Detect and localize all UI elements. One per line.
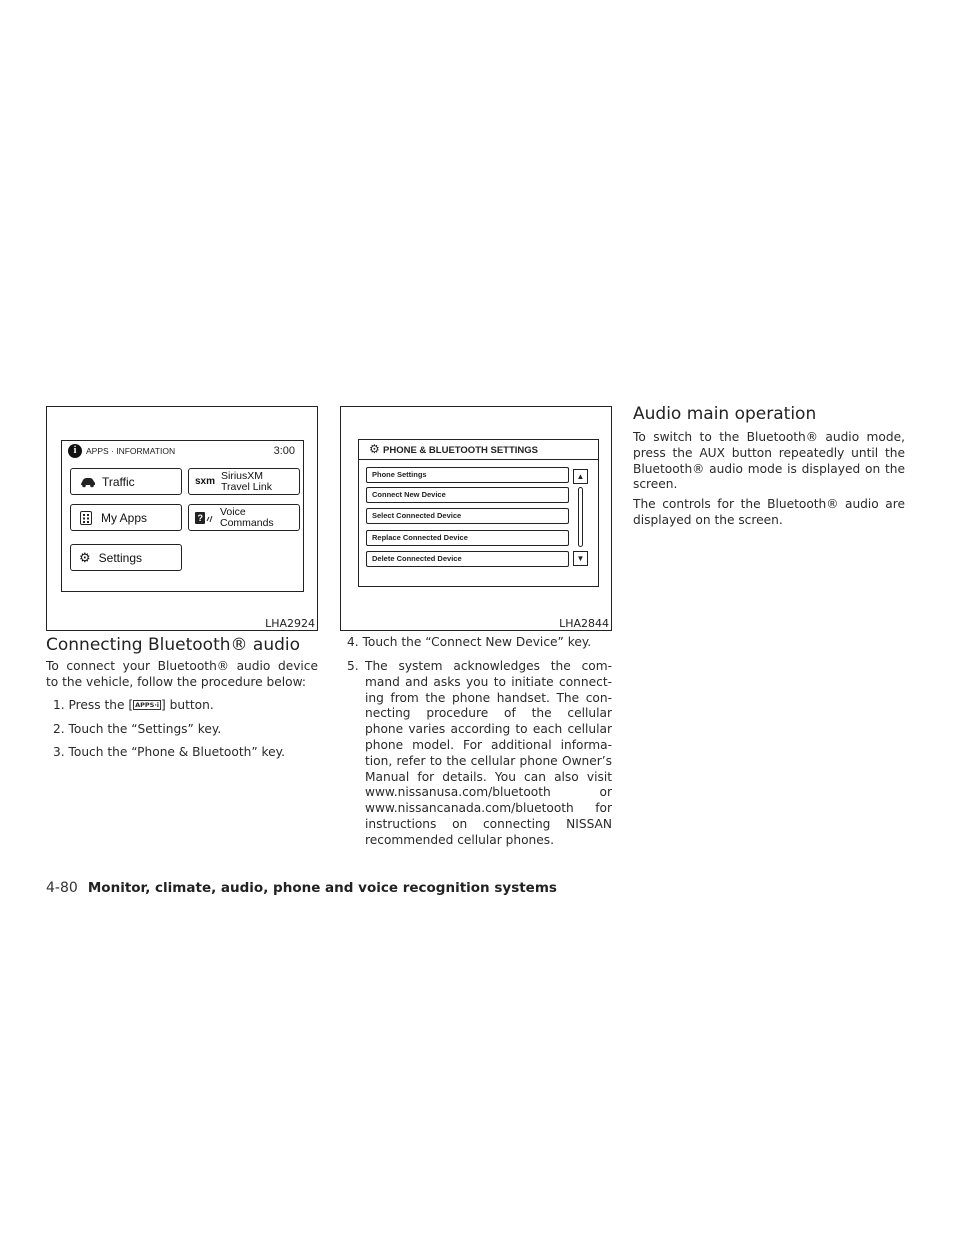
- apps-screen: [61, 440, 304, 592]
- step-4: 4. Touch the “Connect New Device” key.: [347, 635, 592, 649]
- info-icon: i: [68, 444, 82, 458]
- voice-label: Voice: [220, 505, 246, 518]
- commands-label: Commands: [220, 516, 274, 529]
- figure-phone-bluetooth-settings: [340, 406, 612, 631]
- scroll-down-button[interactable]: ▼: [573, 551, 588, 566]
- apps-info-button-icon: APPS·i: [135, 701, 160, 709]
- step-5-number: 5.: [347, 659, 359, 673]
- my-apps-button[interactable]: [70, 504, 182, 531]
- step-5-text: The system acknowledges the com- mand and asks you to initiate connect- ing from the phone handset. The con- necting procedure of the cellular phone varies according to each cellular phone model. For additional informa- tion, refer to the cellular phone Owner’s Manual for details. You can also visit www.nissanusa.com/bluetooth or www.nissancanada.com/bluetooth for instructions on connecting NISSAN recommended cellular phones.: [365, 659, 612, 847]
- svg-text:?: ?: [197, 512, 203, 523]
- phone-settings-button[interactable]: Phone Settings: [366, 467, 569, 483]
- audio-paragraph-1: To switch to the Bluetooth® audio mode, press the AUX button repeatedly until the Bluetooth® audio mode is displayed on the screen.: [633, 430, 905, 492]
- clock: 3:00: [273, 445, 295, 457]
- car-icon: [79, 476, 97, 488]
- my-apps-label: My Apps: [101, 510, 148, 525]
- traffic-label: Traffic: [102, 474, 135, 489]
- section-heading: Connecting Bluetooth® audio: [46, 635, 301, 655]
- audio-paragraph-2: The controls for the Bluetooth® audio are displayed on the screen.: [633, 497, 905, 527]
- sxm-logo: sxm: [195, 476, 216, 487]
- screen-header-title: APPS · INFORMATION: [86, 446, 176, 456]
- figure-apps-information: [46, 406, 318, 631]
- step-2: 2. Touch the “Settings” key.: [53, 722, 222, 736]
- siriusxm-label: SiriusXM: [221, 469, 264, 482]
- page-footer: [46, 877, 557, 896]
- screen-title: PHONE & BLUETOOTH SETTINGS: [383, 445, 539, 456]
- chapter-title: Monitor, climate, audio, phone and voice recognition systems: [87, 880, 557, 896]
- replace-connected-device-button[interactable]: Replace Connected Device: [366, 530, 569, 546]
- siriusxm-travel-link-button[interactable]: [188, 468, 300, 495]
- voice-command-icon: [195, 511, 215, 525]
- traffic-button[interactable]: [70, 468, 182, 495]
- scrollbar-track[interactable]: [578, 487, 583, 547]
- step-3: 3. Touch the “Phone & Bluetooth” key.: [53, 745, 285, 759]
- delete-connected-device-button[interactable]: Delete Connected Device: [366, 551, 569, 567]
- figure-code: LHA2844: [559, 617, 609, 630]
- settings-label: Settings: [98, 550, 143, 565]
- step-1: 1. Press the [ APPS·i ] button.: [53, 698, 214, 712]
- intro-paragraph: To connect your Bluetooth® audio device to the vehicle, follow the procedure below:: [46, 659, 318, 689]
- select-connected-device-button[interactable]: Select Connected Device: [366, 508, 569, 524]
- settings-button[interactable]: [70, 544, 182, 571]
- voice-commands-button[interactable]: [188, 504, 300, 531]
- gear-icon: ⚙: [369, 442, 380, 456]
- travel-link-label: Travel Link: [221, 480, 272, 493]
- page-number: 4-80: [46, 880, 78, 896]
- phone-bluetooth-screen: [358, 439, 599, 587]
- figure-code: LHA2924: [265, 617, 315, 630]
- section-heading: Audio main operation: [633, 404, 817, 424]
- scroll-up-button[interactable]: ▲: [573, 469, 588, 484]
- gear-icon: ⚙: [79, 549, 91, 565]
- connect-new-device-button[interactable]: Connect New Device: [366, 487, 569, 503]
- apps-grid-icon: [80, 511, 92, 525]
